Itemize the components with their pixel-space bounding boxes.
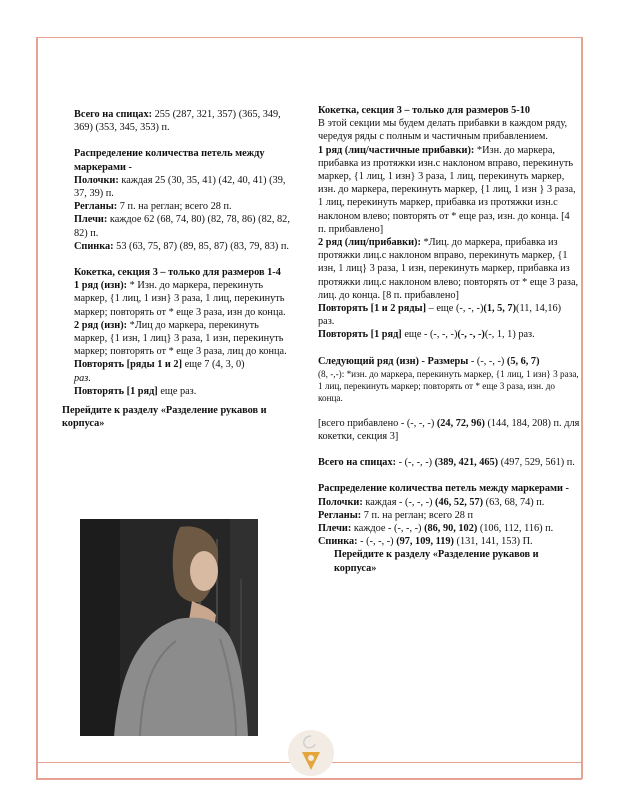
frame-right: [581, 37, 583, 779]
goto-division-link-5-10: Перейдите к разделу «Разделение рукавов и корпуса»: [334, 549, 539, 574]
repeat-rows-1-2-5-10: Повторять [1 и 2 ряды] – еще (-, -, -)(1, 5, 7)(11, 14,16) раз.: [318, 303, 562, 328]
distribution-title: Распределение количества петель между маркерами -: [74, 148, 265, 173]
back-line: Спинка: 53 (63, 75, 87) (89, 85, 87) (83, 79, 83) п.: [74, 240, 289, 252]
brand-logo: [288, 730, 334, 776]
shoulders-line: Плечи: каждое 62 (68, 74, 80) (82, 78, 86) (82, 82, 82) п.: [74, 214, 290, 239]
fronts-line-5-10: Полочки: каждая - (-, -, -) (46, 52, 57) (63, 68, 74) п.: [318, 496, 545, 508]
repeat-row-1-5-10: Повторять [1 ряд] еще - (-, -, -)(-, -, -)(-, 1, 1) раз.: [318, 329, 535, 341]
frame-top: [36, 37, 582, 59]
woman-in-sweater-image: [80, 519, 258, 736]
next-row-instruction: (8, -,-): *изн. до маркера, перекинуть маркер, {1 лиц, 1 изн} 3 раза, 1 лиц, перекинуть маркер; повторять от * еще 3 раза, изн. до конца.: [318, 368, 579, 403]
row-2-instruction-5-10: 2 ряд (лиц/прибавки): *Лиц. до маркера, прибавка из протяжки лиц.с наклоном вправо, перекинуть маркер, {1 изн, 1 лиц} 3 раза, 1 изн, перекинуть маркер, прибавка из протяжки лиц.с наклоном влево; повторять от * еще 3 раза, лиц. до конца. [8 п. прибавлено]: [318, 237, 579, 301]
distribution-title-5-10: Распределение количества петель между маркерами -: [318, 483, 569, 495]
fronts-line: Полочки: каждая 25 (30, 35, 41) (42, 40, 41) (39, 37, 39) п.: [74, 174, 286, 200]
yarn-ball-icon: [288, 730, 334, 776]
frame-left: [36, 37, 38, 779]
yoke-section-title: Кокетка, секция 3 – только для размеров 1-4: [74, 267, 281, 279]
row-2-instruction: 2 ряд (изн): *Лиц до маркера, перекинуть маркер, {1 изн, 1 лиц} 3 раза, 1 изн, перекинуть маркер; повторять от * еще 3 раза, лиц до конца.: [74, 319, 287, 358]
added-total: [всего прибавлено - (-, -, -) (24, 72, 96) (144, 184, 208) п. для кокетки, секция 3]: [318, 417, 580, 443]
row-1-instruction: 1 ряд (изн): * Изн. до маркера, перекинуть маркер, {1 лиц, 1 изн} 3 раза, 1 лиц, перекинуть маркер; повторять от * еще 3 раза, изн до конца.: [74, 280, 286, 318]
back-line-5-10: Спинка: - (-, -, -) (97, 109, 119) (131, 141, 153) П.: [318, 536, 533, 548]
total-stitches: Всего на спицах: 255 (287, 321, 357) (365, 349, 369) (353, 345, 353) п.: [74, 109, 281, 134]
left-column: [62, 108, 294, 430]
total-stitches-5-10: Всего на спицах: - (-, -, -) (389, 421, 465) (497, 529, 561) п.: [318, 457, 575, 469]
yoke-section-title-5-10: Кокетка, секция 3 – только для размеров 5-10: [318, 105, 531, 116]
frame-bottom: [36, 778, 582, 780]
repeat-row-1: Повторять [1 ряд] еще раз.: [74, 385, 197, 397]
intro-text: В этой секции мы будем делать прибавки в каждом ряду, чередуя ряды с полным и частичным прибавлением.: [318, 118, 568, 143]
shoulders-line-5-10: Плечи: каждое - (-, -, -) (86, 90, 102) (106, 112, 116) п.: [318, 523, 554, 535]
right-column: [318, 104, 580, 575]
raglan-line: Регланы: 7 п. на реглан; всего 28 п.: [74, 201, 232, 213]
repeat-rows-1-2: Повторять [ряды 1 и 2] еще 7 (4, 3, 0) раз.: [74, 359, 245, 384]
goto-division-link: Перейдите к разделу «Разделение рукавов и корпуса»: [62, 405, 267, 430]
next-row-line: Следующий ряд (изн) - Размеры - (-, -, -) (5, 6, 7): [318, 355, 540, 367]
raglan-line-5-10: Регланы: 7 п. на реглан; всего 28 п: [318, 509, 474, 521]
row-1-instruction-5-10: 1 ряд (лиц/частичные прибавки): *Изн. до маркера, прибавка из протяжки изн.с наклоном вправо, перекинуть маркер, {1 лиц, 1 изн} 3 раза, 1 лиц, перекинуть маркер, изн. до маркера, перекинуть маркер, {1 лиц, 1 изн } 3 раза, 1 лиц, перекинуть маркер, прибавка из протяжки изн.с наклоном влево; повторять от * еще раз, изн. до конца. [4 п. прибавлено]: [318, 144, 576, 235]
model-photo: [80, 519, 258, 736]
